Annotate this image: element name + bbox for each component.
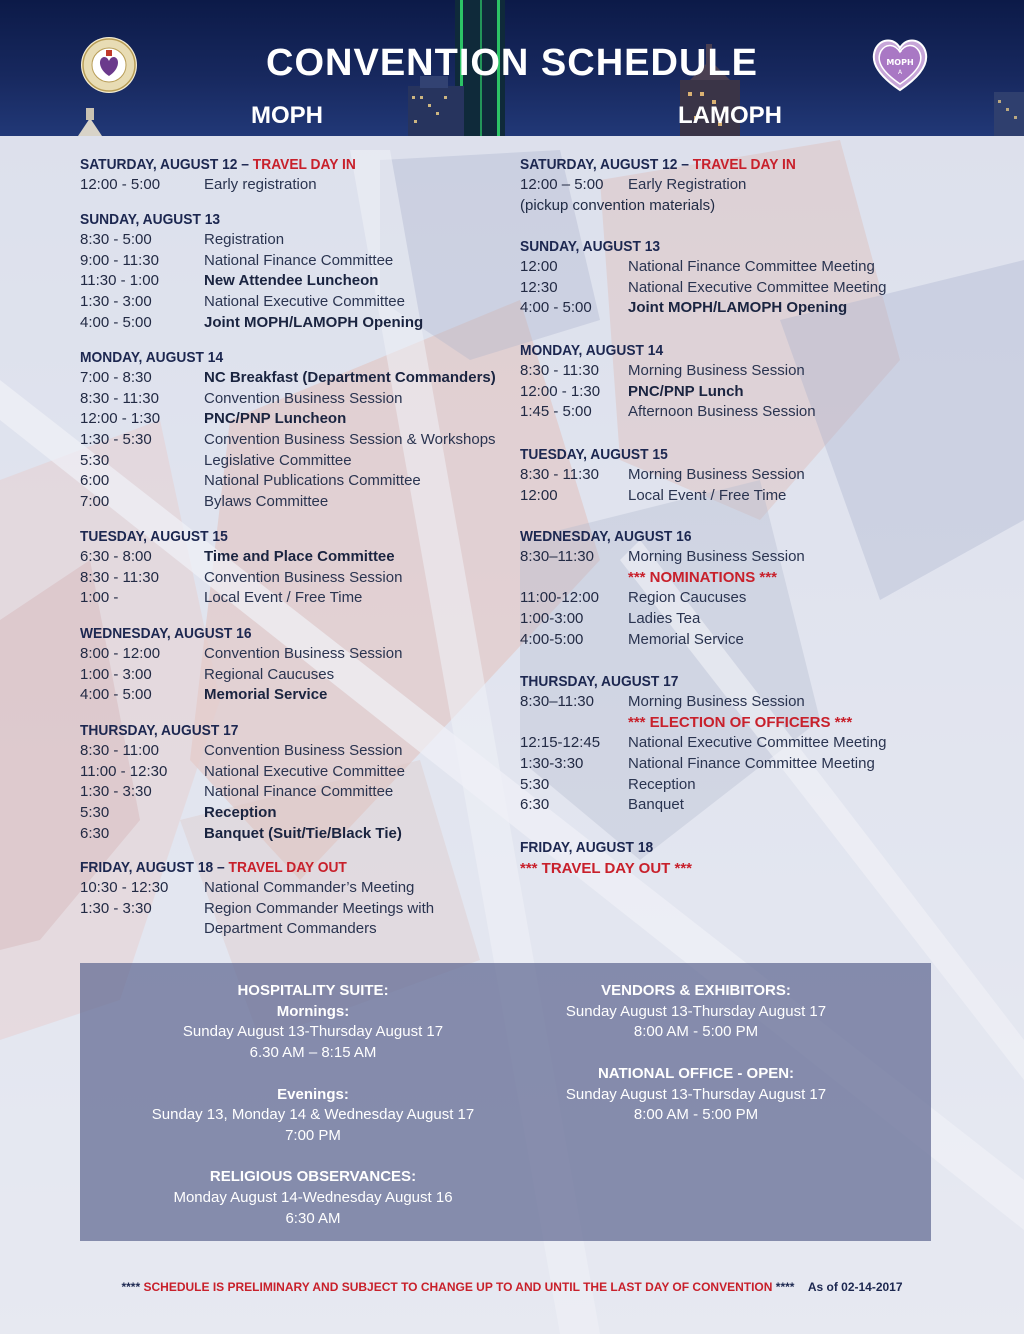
schedule-row — [80, 492, 520, 513]
event-time: 1:45 - 5:00 — [520, 403, 592, 421]
event-time: 8:30 - 11:30 — [520, 466, 599, 483]
day-block — [520, 154, 960, 216]
evenings-time: 7:00 PM — [285, 1126, 341, 1144]
schedule-row — [80, 685, 520, 706]
event-name: NC Breakfast (Department Commanders) — [204, 369, 496, 386]
day-label: TUESDAY, AUGUST 15 — [80, 528, 228, 545]
event-name: Banquet — [628, 796, 684, 814]
day-block — [80, 209, 520, 333]
event-time: 4:00 - 5:00 — [80, 313, 152, 331]
footer-note — [0, 1280, 1024, 1294]
event-name: Bylaws Committee — [204, 493, 329, 511]
event-name: National Executive Committee — [204, 762, 405, 780]
office-title: NATIONAL OFFICE - OPEN: — [597, 1064, 795, 1082]
event-name: *** NOMINATIONS *** — [628, 568, 777, 586]
day-heading — [520, 444, 925, 465]
day-label: MONDAY, AUGUST 14 — [520, 342, 664, 359]
schedule-row — [80, 644, 520, 665]
event-time: 8:30 - 5:00 — [80, 231, 152, 248]
day-label: THURSDAY, AUGUST 17 — [520, 673, 679, 690]
event-time: 8:30 - 11:30 — [520, 362, 599, 379]
schedule-row — [80, 430, 520, 451]
day-heading — [520, 154, 925, 175]
schedule-row — [520, 257, 960, 278]
event-time: 4:00-5:00 — [520, 630, 584, 648]
event-name: Morning Business Session — [628, 548, 805, 565]
schedule-row — [520, 278, 960, 299]
event-name: Morning Business Session — [628, 466, 805, 483]
schedule-row — [520, 382, 960, 403]
footer-stars-right: **** — [775, 1280, 795, 1294]
mornings-label: Mornings: — [276, 1002, 350, 1020]
travel-day-label: TRAVEL DAY IN — [252, 156, 356, 173]
event-name: Afternoon Business Session — [628, 403, 816, 421]
event-time: 9:00 - 11:30 — [80, 251, 159, 269]
event-name: Reception — [204, 804, 277, 822]
day-block — [80, 526, 520, 609]
mornings-days: Sunday August 13-Thursday August 17 — [182, 1023, 444, 1041]
day-label: MONDAY, AUGUST 14 — [80, 349, 224, 366]
schedule-row — [520, 547, 960, 568]
event-time: 5:30 — [80, 804, 110, 822]
event-name: Region Commander Meetings with Department Commanders — [204, 899, 435, 938]
schedule-row — [80, 568, 520, 589]
schedule-row — [520, 692, 960, 713]
event-name: Morning Business Session — [628, 362, 805, 379]
day-heading — [80, 857, 485, 878]
day-label: SUNDAY, AUGUST 13 — [80, 211, 221, 228]
evenings-label: Evenings: — [277, 1085, 349, 1103]
info-right-column — [546, 981, 846, 1126]
event-name: Convention Business Session & Workshops — [204, 431, 496, 449]
religious-days: Monday August 14-Wednesday August 16 — [173, 1189, 453, 1206]
event-time: 4:00 - 5:00 — [80, 686, 152, 704]
day-heading — [80, 720, 485, 741]
schedule-row — [80, 741, 520, 762]
event-name: Time and Place Committee — [204, 548, 395, 565]
info-left-column — [80, 981, 546, 1229]
day-block — [80, 154, 520, 196]
event-time: 8:30 - 11:30 — [80, 389, 159, 407]
event-name: Early Registration — [628, 176, 747, 193]
event-time — [520, 568, 628, 589]
event-name: National Finance Committee Meeting — [628, 258, 875, 275]
event-name: National Executive Committee — [204, 293, 405, 311]
schedule-row — [80, 762, 520, 783]
schedule-row — [80, 292, 520, 313]
event-time: 1:30 - 3:00 — [80, 293, 152, 311]
schedule-row — [80, 409, 520, 430]
event-name: Early registration — [204, 176, 317, 193]
schedule-row — [520, 713, 960, 734]
travel-day-label: TRAVEL DAY OUT — [228, 859, 347, 876]
schedule-row — [80, 665, 520, 686]
event-name: Reception — [628, 775, 696, 793]
day-label: WEDNESDAY, AUGUST 16 — [520, 528, 692, 545]
event-name: National Finance Committee — [204, 251, 394, 269]
event-time: 12:00 — [520, 486, 558, 504]
day-block — [520, 340, 960, 423]
page-title: CONVENTION SCHEDULE — [266, 42, 758, 84]
event-name: Morning Business Session — [628, 693, 805, 710]
event-time: 8:30 - 11:30 — [80, 568, 159, 586]
event-name: National Commander’s Meeting — [204, 879, 415, 896]
event-name: PNC/PNP Lunch — [628, 382, 744, 400]
event-name: Convention Business Session — [204, 568, 403, 586]
day-block — [80, 857, 520, 940]
event-name: National Finance Committee — [204, 783, 394, 801]
event-time: 6:30 - 8:00 — [80, 548, 152, 565]
event-name: Joint MOPH/LAMOPH Opening — [204, 313, 424, 331]
svg-text:L: L — [898, 47, 902, 54]
event-name: National Executive Committee Meeting — [628, 278, 887, 296]
schedule-row — [80, 451, 520, 472]
event-name: PNC/PNP Luncheon — [204, 410, 347, 428]
schedule-row — [520, 402, 960, 423]
schedule-row — [520, 298, 960, 319]
event-time: 4:00 - 5:00 — [520, 299, 592, 317]
event-name: Joint MOPH/LAMOPH Opening — [628, 299, 848, 317]
event-name: Convention Business Session — [204, 389, 403, 407]
event-time: 12:00 - 1:30 — [520, 382, 601, 400]
schedule-row — [520, 175, 960, 196]
event-time: 5:30 — [80, 451, 110, 469]
day-block — [80, 347, 520, 513]
event-time: 12:00 – 5:00 — [520, 176, 604, 193]
schedule-row — [520, 568, 960, 589]
day-note: (pickup convention materials) — [520, 196, 716, 214]
schedule-row — [520, 795, 960, 816]
schedule-row — [80, 313, 520, 334]
event-name: National Publications Committee — [204, 472, 421, 490]
event-name: Local Event / Free Time — [204, 589, 363, 607]
schedule-row — [520, 754, 960, 775]
event-time — [520, 713, 628, 734]
schedule-row — [80, 803, 520, 824]
day-heading — [520, 236, 925, 257]
svg-text:MOPH: MOPH — [886, 58, 914, 67]
schedule-row — [80, 368, 520, 389]
hospitality-title: HOSPITALITY SUITE: — [237, 982, 389, 999]
travel-day-label: TRAVEL DAY IN — [692, 156, 796, 173]
day-block — [520, 444, 960, 506]
event-time: 8:30–11:30 — [520, 548, 594, 565]
event-time: 8:30–11:30 — [520, 693, 594, 710]
day-label: SATURDAY, AUGUST 12 – — [80, 156, 253, 173]
event-name: Region Caucuses — [628, 589, 747, 607]
event-name: Ladies Tea — [628, 610, 701, 628]
event-time: 1:30-3:30 — [520, 755, 584, 773]
schedule-row — [80, 271, 520, 292]
evenings-days: Sunday 13, Monday 14 & Wednesday August 17 — [151, 1106, 475, 1124]
schedule-row — [80, 824, 520, 845]
day-heading — [520, 526, 925, 547]
day-label: FRIDAY, AUGUST 18 — [520, 839, 654, 856]
event-name: *** ELECTION OF OFFICERS *** — [628, 713, 853, 731]
day-label: SATURDAY, AUGUST 12 – — [520, 156, 693, 173]
info-box — [80, 963, 931, 1241]
vendors-time: 8:00 AM - 5:00 PM — [633, 1023, 759, 1041]
event-time: 8:00 - 12:00 — [80, 645, 161, 662]
day-label: FRIDAY, AUGUST 18 – — [80, 859, 229, 876]
day-block — [80, 623, 520, 706]
event-time: 5:30 — [520, 775, 550, 793]
schedule-row — [520, 733, 960, 754]
schedule-row — [520, 486, 960, 507]
footer-as-of-date: As of 02-14-2017 — [807, 1280, 903, 1294]
religious-title: RELIGIOUS OBSERVANCES: — [209, 1168, 417, 1186]
event-time: 1:00 - — [80, 589, 119, 607]
event-time: 1:00 - 3:00 — [80, 665, 152, 683]
day-label: WEDNESDAY, AUGUST 16 — [80, 625, 252, 642]
event-time: 12:00 - 1:30 — [80, 410, 161, 428]
event-time: 6:00 — [80, 472, 110, 490]
event-name: National Executive Committee Meeting — [628, 734, 887, 752]
footer-disclaimer: SCHEDULE IS PRELIMINARY AND SUBJECT TO CHANGE UP TO AND UNTIL THE LAST DAY OF CONVENTION — [143, 1280, 773, 1294]
event-name: Convention Business Session — [204, 645, 403, 662]
day-block — [520, 837, 960, 879]
schedule-row — [80, 878, 520, 899]
event-name: New Attendee Luncheon — [204, 272, 379, 290]
schedule-row — [520, 609, 960, 630]
day-heading — [80, 623, 485, 644]
day-block — [520, 671, 960, 816]
schedule-row — [80, 175, 520, 196]
event-name: National Finance Committee Meeting — [628, 755, 875, 773]
schedule-row — [520, 588, 960, 609]
event-time: 10:30 - 12:30 — [80, 879, 169, 896]
svg-text:A: A — [897, 69, 903, 76]
schedule-row — [520, 775, 960, 796]
event-time: 1:30 - 3:30 — [80, 783, 152, 801]
event-time: 1:00-3:00 — [520, 610, 584, 628]
day-block — [80, 720, 520, 844]
header-banner — [0, 0, 1024, 136]
vendors-title: VENDORS & EXHIBITORS: — [601, 982, 791, 999]
event-name: Convention Business Session — [204, 742, 403, 759]
day-heading — [80, 209, 485, 230]
schedule-row — [80, 899, 520, 940]
event-name: Regional Caucuses — [204, 665, 335, 683]
day-heading — [520, 340, 925, 361]
event-name: Legislative Committee — [204, 451, 352, 469]
footer-stars-left: **** — [121, 1280, 141, 1294]
day-heading — [80, 347, 485, 368]
schedule-row — [520, 361, 960, 382]
day-label: TUESDAY, AUGUST 15 — [520, 446, 668, 463]
office-time: 8:00 AM - 5:00 PM — [633, 1106, 759, 1124]
mornings-time: 6.30 AM – 8:15 AM — [249, 1044, 377, 1062]
vendors-days: Sunday August 13-Thursday August 17 — [565, 1002, 827, 1020]
event-name: Memorial Service — [628, 630, 744, 648]
schedule-row — [520, 465, 960, 486]
day-label: THURSDAY, AUGUST 17 — [80, 722, 239, 739]
event-time: 6:30 — [520, 796, 550, 814]
event-name: Registration — [204, 231, 285, 248]
event-time: 11:00 - 12:30 — [80, 762, 168, 780]
event-time: 7:00 — [80, 493, 110, 511]
event-time: 12:00 - 5:00 — [80, 176, 161, 193]
event-time: 11:30 - 1:00 — [80, 272, 159, 290]
event-time: 12:00 — [520, 258, 558, 275]
schedule-row — [80, 389, 520, 410]
travel-day-out-line: *** TRAVEL DAY OUT *** — [520, 860, 692, 877]
schedule-row — [80, 230, 520, 251]
event-time: 1:30 - 3:30 — [80, 899, 152, 917]
event-name: Memorial Service — [204, 686, 328, 704]
schedule-row — [80, 251, 520, 272]
event-time: 11:00-12:00 — [520, 589, 599, 607]
event-time: 7:00 - 8:30 — [80, 369, 152, 386]
day-heading — [80, 526, 485, 547]
event-time: 8:30 - 11:00 — [80, 742, 159, 759]
schedule-row — [520, 630, 960, 651]
day-heading — [80, 154, 485, 175]
day-heading — [520, 671, 925, 692]
schedule-row — [80, 588, 520, 609]
moph-column-heading: MOPH — [251, 102, 323, 129]
event-time: 6:30 — [80, 824, 110, 842]
event-name: Local Event / Free Time — [628, 486, 787, 504]
event-time: 1:30 - 5:30 — [80, 431, 152, 449]
religious-time: 6:30 AM — [285, 1209, 341, 1227]
schedule-row — [80, 471, 520, 492]
event-time: 12:30 — [520, 278, 558, 296]
office-days: Sunday August 13-Thursday August 17 — [565, 1085, 827, 1103]
event-time: 12:15-12:45 — [520, 734, 601, 752]
day-heading — [520, 837, 925, 858]
lamoph-column-heading: LAMOPH — [678, 102, 782, 129]
event-name: Banquet (Suit/Tie/Black Tie) — [204, 824, 402, 842]
day-block — [520, 526, 960, 650]
schedule-row — [80, 782, 520, 803]
schedule-row — [80, 547, 520, 568]
day-block — [520, 236, 960, 319]
day-label: SUNDAY, AUGUST 13 — [520, 238, 661, 255]
